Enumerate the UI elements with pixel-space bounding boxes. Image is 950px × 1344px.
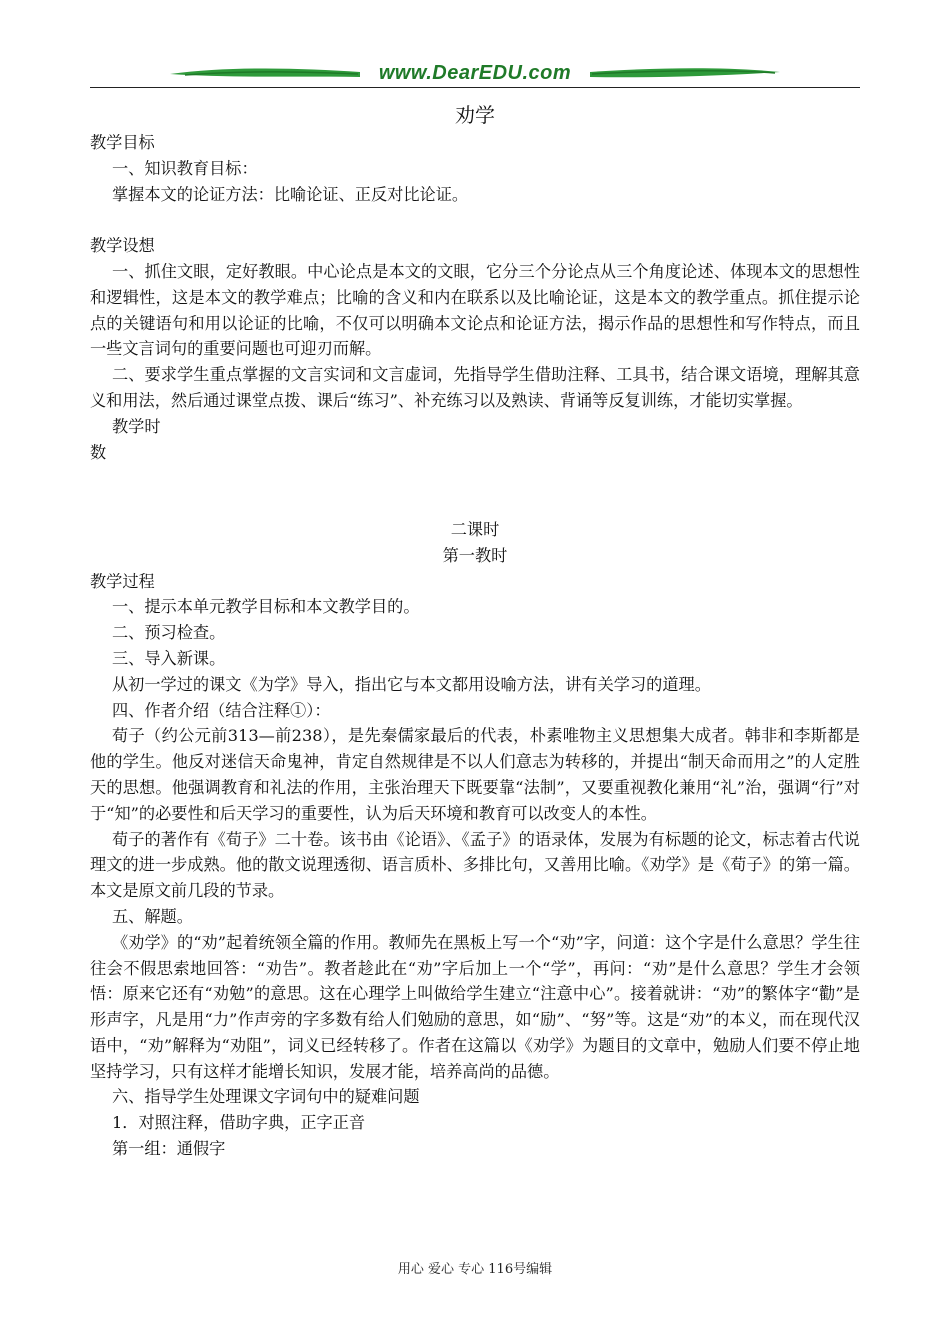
document-lines	[90, 130, 860, 1162]
document-body	[90, 100, 860, 1162]
paragraph: 教学设想	[90, 236, 155, 256]
paragraph: 六、指导学生处理课文字词句中的疑难问题	[112, 1087, 420, 1107]
blank-line	[90, 465, 860, 517]
paragraph: 三、导入新课。	[112, 648, 226, 668]
section-heading: 二课时	[450, 519, 500, 539]
page-footer: 用心 爱心 专心 116号编辑	[397, 1262, 553, 1277]
paragraph: 一、提示本单元教学目标和本文教学目的。	[112, 597, 420, 617]
section-heading: 第一教时	[442, 545, 508, 565]
paragraph: 一、抓住文眼，定好教眼。中心论点是本文的文眼，它分三个分论点从三个角度论述、体现本文的思想性和逻辑性，这是本文的教学难点；比喻的含义和内在联系以及比喻论证，这是本文的教学重点。抓住提示论点的关键语句和用以论证的比喻，不仅可以明确本文论点和论证方法，揭示作品的思想性和写作特点，而且一些文言词句的重要问题也可迎刃而解。	[90, 261, 860, 359]
paragraph: 五、解题。	[112, 906, 193, 926]
paragraph: 荀子的著作有《荀子》二十卷。该书由《论语》、《孟子》的语录体，发展为有标题的论文，标志着古代说理文的进一步成熟。他的散文说理透彻、语言质朴、多排比句，又善用比喻。《劝学》是《荀子》的第一篇。本文是原文前几段的节录。	[90, 829, 860, 901]
paragraph: 四、作者介绍（结合注释①）：	[112, 700, 331, 720]
paragraph: 《劝学》的“劝”起着统领全篇的作用。教师先在黑板上写一个“劝”字，问道：这个字是什么意思？学生往往会不假思索地回答：“劝告”。教者趁此在“劝”字后加上一个“学”，再问：“劝”是什么意思？学生才会领悟：原来它还有“劝勉”的意思。这在心理学上叫做给学生建立“注意中心”。接着就讲：“劝”的繁体字“勸”是形声字，凡是用“力”作声旁的字多数有给人们勉励的意思，如“励”、“努”等。这是“劝”的本义，而在现代汉语中，“劝”解释为“劝阻”，词义已经转移了。作者在这篇以《劝学》为题目的文章中，勉励人们要不停止地坚持学习，只有这样才能增长知识，发展才能，培养高尚的品德。	[90, 932, 860, 1081]
paragraph: 数	[90, 442, 107, 462]
paragraph: 第一组：通假字	[112, 1139, 226, 1159]
paragraph: 教学时	[112, 416, 161, 436]
blank-line	[90, 207, 860, 233]
paragraph: 教学目标	[90, 133, 155, 152]
paragraph: 二、预习检查。	[112, 623, 226, 643]
page-header	[90, 58, 860, 90]
paragraph: 一、知识教育目标：	[112, 158, 258, 178]
paragraph: 教学过程	[90, 571, 155, 591]
document-title: 劝学	[455, 103, 495, 127]
header-rule	[90, 87, 860, 88]
brand-logo-text: www.DearEDU.com	[378, 62, 572, 84]
paragraph: 1．对照注释，借助字典，正字正音	[112, 1113, 366, 1133]
paragraph: 二、要求学生重点掌握的文言实词和文言虚词，先指导学生借助注释、工具书，结合课文语境，理解其意义和用法，然后通过课堂点拨、课后“练习”、补充练习以及熟读、背诵等反复训练，才能切实掌握。	[90, 365, 860, 410]
paragraph: 荀子（约公元前313—前238），是先秦儒家最后的代表，朴素唯物主义思想集大成者。韩非和李斯都是他的学生。他反对迷信天命鬼神，肯定自然规律是不以人们意志为转移的，并提出“制天命而用之”的人定胜天的思想。他强调教育和礼法的作用，主张治理天下既要靠“法制”，又要重视教化兼用“礼”治，强调“行”对于“知”的必要性和后天学习的重要性，认为后天环境和教育可以改变人的本性。	[90, 726, 860, 823]
paragraph: 掌握本文的论证方法：比喻论证、正反对比论证。	[112, 184, 469, 204]
paragraph: 从初一学过的课文《为学》导入，指出它与本文都用设喻方法，讲有关学习的道理。	[112, 674, 711, 694]
